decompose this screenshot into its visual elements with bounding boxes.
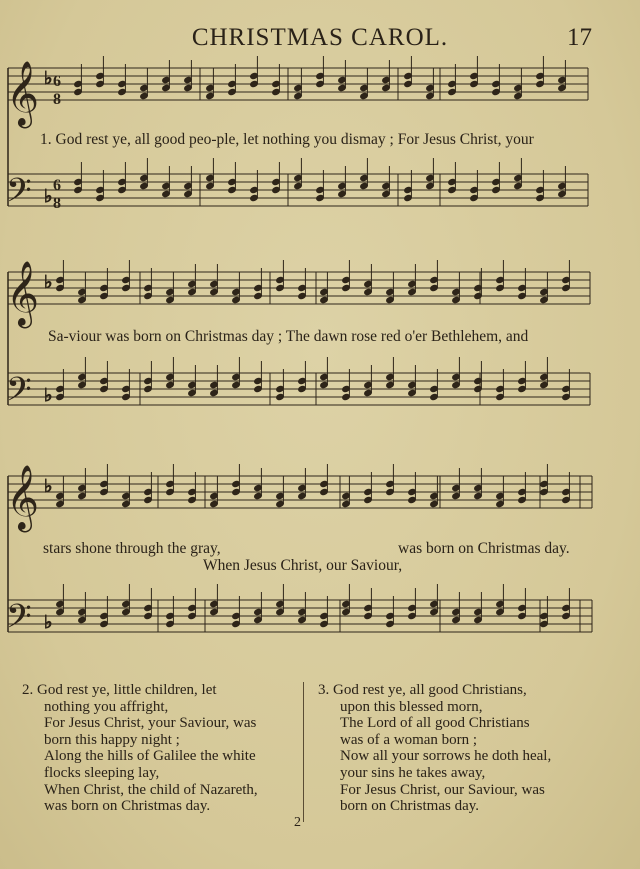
- lyric-line-3c: When Jesus Christ, our Saviour,: [203, 557, 403, 574]
- verse-line: 2. God rest ye, little children, let: [22, 682, 217, 698]
- flat-icon: ♭: [44, 68, 53, 89]
- page-title: CHRISTMAS CAROL.: [191, 24, 449, 51]
- verse-line: When Christ, the child of Nazareth,: [44, 781, 258, 798]
- page-number: 17: [567, 24, 592, 51]
- verse-line: Now all your sorrows he doth heal,: [340, 748, 552, 765]
- treble-clef-icon: 𝄞: [6, 261, 40, 326]
- bass-clef-icon: 𝄢: [6, 172, 32, 218]
- flat-icon: ♭: [44, 272, 53, 293]
- verse-line: your sins he takes away,: [340, 764, 486, 781]
- column-divider: [303, 682, 304, 822]
- lyric-line-2: Sa-viour was born on Christmas day ; The dawn rose red o'er Bethlehem, and: [48, 328, 529, 345]
- flat-icon: ♭: [44, 612, 53, 633]
- verse-line: born this happy night ;: [44, 731, 180, 748]
- verse-2: [22, 682, 258, 815]
- verse-line: upon this blessed morn,: [340, 698, 483, 715]
- verse-line: 3. God rest ye, all good Christians,: [318, 682, 527, 698]
- verse-line: For Jesus Christ, our Saviour, was: [340, 781, 545, 798]
- time-sig-top: 6: [53, 73, 61, 90]
- verse-line: was born on Christmas day.: [44, 798, 211, 815]
- verse-3: [318, 682, 551, 815]
- time-sig-bottom: 8: [53, 195, 61, 212]
- verse-line: born on Christmas day.: [340, 798, 480, 815]
- bass-clef-icon: 𝄢: [6, 598, 32, 644]
- bass-clef-icon: 𝄢: [6, 371, 32, 417]
- lyric-line-1: 1. God rest ye, all good peo-ple, let nothing you dismay ; For Jesus Christ, your: [40, 131, 534, 148]
- treble-clef-icon: 𝄞: [6, 61, 40, 126]
- verse-line: flocks sleeping lay,: [44, 764, 160, 781]
- verse-line: was of a woman born ;: [340, 731, 478, 748]
- verse-line: For Jesus Christ, your Saviour, was: [44, 715, 257, 732]
- verse-line: Along the hills of Galilee the white: [44, 748, 256, 765]
- flat-icon: ♭: [44, 385, 53, 406]
- time-sig-top: 6: [53, 177, 61, 194]
- verse-line: nothing you affright,: [44, 698, 169, 715]
- lyric-line-3b: was born on Christmas day.: [398, 540, 570, 557]
- treble-clef-icon: 𝄞: [6, 465, 40, 530]
- lyric-line-3a: stars shone through the gray,: [43, 540, 221, 557]
- flat-icon: ♭: [44, 476, 53, 497]
- verse-line: The Lord of all good Christians: [340, 715, 530, 732]
- time-sig-bottom: 8: [53, 91, 61, 108]
- signature-mark: 2: [294, 815, 301, 830]
- flat-icon: ♭: [44, 186, 53, 207]
